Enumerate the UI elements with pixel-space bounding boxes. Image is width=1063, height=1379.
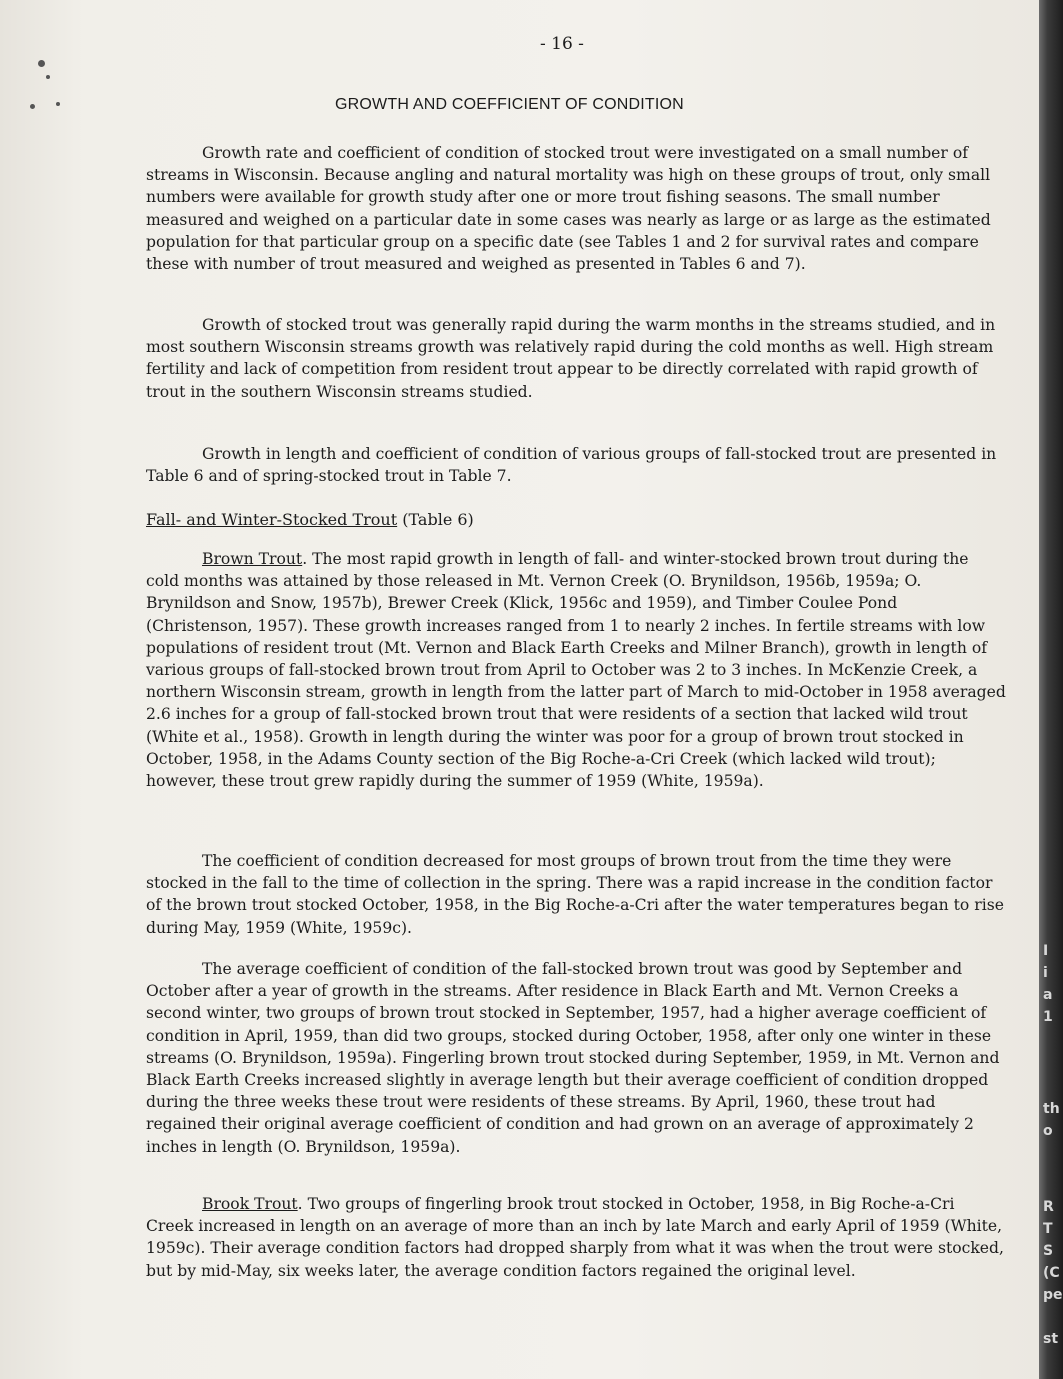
subsection-heading bbox=[146, 509, 474, 531]
margin-speck bbox=[56, 102, 60, 106]
paragraph-condition: The coefficient of condition decreased for most groups of brown trout from the time they were stocked in the fall to the time of collection in the spring. There was a rapid increase in the condition factor of the brown trout stocked October, 1958, in the Big Roche-a-Cri after the water temperatures began to rise during May, 1959 (White, 1959c). bbox=[146, 852, 1004, 937]
paragraph-growth: Growth of stocked trout was generally rapid during the warm months in the streams studied, and in most southern Wisconsin streams growth was relatively rapid during the cold months as well. High stream fertility and lack of competition from resident trout appear to be directly correlated with rapid growth of trout in the southern Wisconsin streams studied. bbox=[146, 316, 996, 401]
brown-trout-text: . The most rapid growth in length of fall- and winter-stocked brown trout during the cold months was attained by those released in Mt. Vernon Creek (O. Brynildson, 1956b, 1959a; O. Brynildson and Snow, 1957b), Brewer Creek (Klick, 1956c and 1959), and Timber Coulee Pond (Christenson, 1957). These growth increases ranged from 1 to nearly 2 inches. In fertile streams with low populations of resident trout (Mt. Vernon and Black Earth Creeks and Milner Branch), growth in length of various groups of fall-stocked brown trout from April to October was 2 to 3 inches. In McKenzie Creek, a northern Wisconsin stream, growth in length from the latter part of March to mid-October in 1958 averaged 2.6 inches for a group of fall-stocked brown trout that were residents of a section that lacked wild trout (White et al., 1958). Growth in length during the winter was poor for a group of brown trout stocked in October, 1958, in the Adams County section of the Big Roche-a-Cri Creek (which lacked wild trout); however, these trout grew rapidly during the summer of 1959 (White, 1959a). bbox=[146, 550, 1006, 791]
adjacent-page-letters bbox=[1043, 940, 1053, 1028]
fragment: th bbox=[1043, 1101, 1060, 1117]
adjacent-page-letters bbox=[1043, 1196, 1063, 1306]
paragraph-average: The average coefficient of condition of the fall-stocked brown trout was good by September and October after a year of growth in the streams. After residence in Black Earth and Mt. Vernon Creeks a second winter, two groups of brown trout stocked in September, 1957, had a higher average coefficient of condition in April, 1959, than did two groups, stocked during October, 1958, after only one winter in these streams (O. Brynildson, 1959a). Fingerling brown trout stocked during September, 1959, in Mt. Vernon and Black Earth Creeks increased slightly in average length but their average coefficient of condition dropped during the three weeks these trout were residents of these streams. By April, 1960, these trout had regained their original average coefficient of condition and had grown on an average of approximately 2 inches in length (O. Brynildson, 1959a). bbox=[146, 960, 1000, 1156]
brook-trout-text: . Two groups of fingerling brook trout stocked in October, 1958, in Big Roche-a-Cri Creek increased in length on an average of more than an inch by late March and early April of 1959 (White, 1959c). Their average condition factors had dropped sharply from what it was when the trout were stocked, but by mid-May, six weeks later, the average condition factors regained the original level. bbox=[146, 1195, 1004, 1280]
adjacent-page-letters bbox=[1043, 1328, 1058, 1350]
paragraph-brown-trout bbox=[146, 548, 1006, 792]
fragment: a bbox=[1043, 987, 1053, 1003]
margin-speck bbox=[30, 104, 35, 109]
brown-trout-label: Brown Trout bbox=[202, 550, 303, 568]
fragment: R bbox=[1043, 1199, 1054, 1215]
fragment: pe bbox=[1043, 1287, 1063, 1303]
fragment: S bbox=[1043, 1243, 1054, 1259]
fragment: T bbox=[1043, 1221, 1053, 1237]
subsection-heading-suffix: (Table 6) bbox=[397, 510, 474, 529]
fragment: st bbox=[1043, 1331, 1059, 1347]
margin-speck bbox=[38, 60, 45, 67]
subsection-heading-underlined: Fall- and Winter-Stocked Trout bbox=[146, 510, 398, 529]
fragment: 1 bbox=[1043, 1009, 1053, 1025]
section-title: GROWTH AND COEFFICIENT OF CONDITION bbox=[335, 96, 684, 113]
margin-speck bbox=[46, 75, 50, 79]
page-number: - 16 - bbox=[540, 34, 584, 54]
fragment: i bbox=[1043, 965, 1048, 981]
adjacent-page-letters bbox=[1043, 1098, 1060, 1142]
paragraph-tables: Growth in length and coefficient of condition of various groups of fall-stocked trout are presented in Table 6 and of spring-stocked trout in Table 7. bbox=[146, 445, 997, 486]
fragment: o bbox=[1043, 1123, 1053, 1139]
brook-trout-label: Brook Trout bbox=[202, 1195, 298, 1213]
paragraph-intro: Growth rate and coefficient of condition of stocked trout were investigated on a small number of streams in Wisconsin. Because angling and natural mortality was high on these groups of trout, only small numbers were available for growth study after one or more trout fishing seasons. The small number measured and weighed on a particular date in some cases was nearly as large or as large as the estimated population for that particular group on a specific date (see Tables 1 and 2 for survival rates and compare these with number of trout measured and weighed as presented in Tables 6 and 7). bbox=[146, 144, 991, 274]
paragraph-brook-trout bbox=[146, 1193, 1006, 1282]
adjacent-page-edge bbox=[1039, 0, 1063, 1379]
fragment: I bbox=[1043, 943, 1049, 959]
fragment: (C bbox=[1043, 1265, 1060, 1281]
